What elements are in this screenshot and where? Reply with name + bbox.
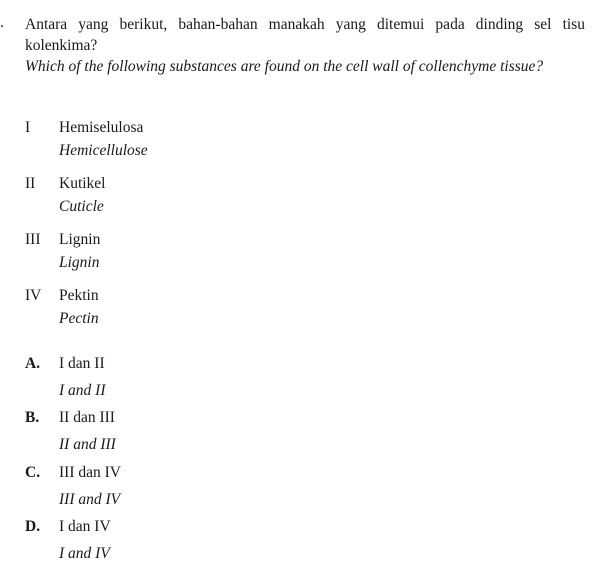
option-english: I and IV <box>59 545 110 562</box>
option-malay: I dan II <box>59 355 105 372</box>
statement-malay: Lignin <box>59 231 101 248</box>
statement-english: Lignin <box>59 254 100 271</box>
statement-numeral: I <box>25 119 31 136</box>
statement-english: Pectin <box>59 310 99 327</box>
option-letter: B. <box>25 409 40 426</box>
statement-english: Cuticle <box>59 198 104 215</box>
statement-numeral: II <box>25 175 36 192</box>
option-letter: C. <box>25 464 41 481</box>
option-english: II and III <box>59 436 116 453</box>
option-malay: I dan IV <box>59 518 111 535</box>
statement-malay: Kutikel <box>59 175 106 192</box>
question-number: . <box>0 14 4 31</box>
statement-malay: Pektin <box>59 287 99 304</box>
question-stem-english: Which of the following substances are found on the cell wall of collenchyme tissue? <box>25 58 544 75</box>
statement-english: Hemicellulose <box>59 142 148 159</box>
statement-numeral: III <box>25 231 41 248</box>
question-stem <box>25 14 585 77</box>
option-letter: A. <box>25 355 41 372</box>
statement-numeral: IV <box>25 287 42 304</box>
question-stem-malay: Antara yang berikut, bahan-bahan manakah yang ditemui pada dinding sel tisu kolenkima? <box>25 16 585 54</box>
option-english: III and IV <box>59 491 121 508</box>
option-malay: II dan III <box>59 409 115 426</box>
option-letter: D. <box>25 518 41 535</box>
option-english: I and II <box>59 382 106 399</box>
option-malay: III dan IV <box>59 464 121 481</box>
statement-malay: Hemiselulosa <box>59 119 144 136</box>
